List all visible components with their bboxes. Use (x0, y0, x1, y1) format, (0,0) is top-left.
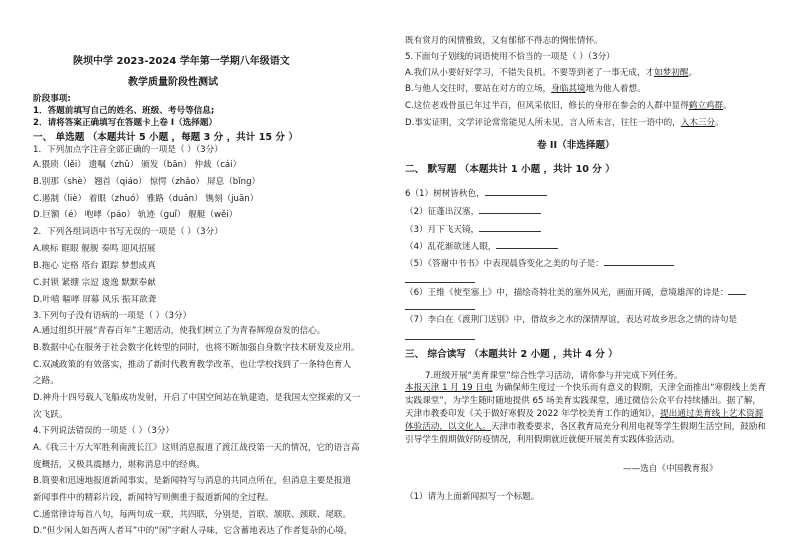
note-1: 1．答题前填写自己的姓名、班级、考号等信息; (33, 106, 215, 116)
question-1: 1．下列加点字注音全部正确的一项是（ ）（3分） (33, 145, 223, 155)
q5-option-d: D.事实证明，文学评论常常能见人所未见，言人所未言，往往一语中的，入木三分。 (405, 118, 724, 128)
q4-option-d-cont: 既有赏月的闲情雅致，又有郁郁不得志的惆怅情怀。 (405, 36, 603, 46)
q4-option-a: A.《我三十万大军胜利南渡长江》这则消息报道了渡江战役第一天的情况，它的语言高 (33, 443, 360, 453)
question-7-1: （1）请为上面新闻拟写一个标题。 (405, 492, 540, 502)
dictation-4-text: （4）乱花渐欲迷人眼， (405, 242, 497, 252)
dictation-5-line2 (405, 274, 475, 286)
dictation-2-text: （2）征蓬出汉塞， (405, 207, 480, 217)
dictation-7-text: （7）李白在《渡荆门送别》中，借故乡之水的深情厚谊，表达对故乡思念之情的诗句是 (405, 315, 738, 325)
q5d-text: D.事实证明，文学评论常常能见人所未见，言人所未言，往往一语中的， (405, 118, 681, 128)
notes-heading: 阶段事项: (33, 94, 71, 104)
dictation-3-text: （3）月下飞天镜， (405, 225, 480, 235)
q5b-underlined: 身临其境 (551, 84, 586, 94)
q1-option-d: D.巨额（é） 咆哮（páo） 轨迹（guǐ） 舰艇（wěi） (33, 210, 238, 220)
section-2-heading: 二、 默写题 （本题共计 1 小题 ，共计 10 分 ） (405, 164, 615, 175)
answer-blank[interactable] (405, 301, 475, 310)
q4-option-c: C.通常律诗每首八句，每两句成一联，共四联，分别是，首联、颔联、颈联、尾联。 (33, 510, 352, 520)
volume-2-heading: 卷 II（非选择题） (537, 140, 615, 151)
q2-option-c: C.封锁 紧绷 宗逗 逡逸 默默奉献 (33, 278, 156, 288)
q2-option-a: A.映标 眶眼 舰舰 奏鸣 迎风招展 (33, 244, 156, 254)
dictation-7 (405, 316, 737, 325)
dictation-5 (405, 257, 674, 269)
note-2: 2．请将答案正确填写在答题卡上卷 I（选择题） (33, 118, 218, 128)
q1-option-b: B.别那（shè） 翘首（qiáo） 惊愕（zhǎo） 屏息（bǐng） (33, 177, 261, 187)
question-7-intro: 7.班级开展“美育课堂”综合性学习活动，请你参与并完成下列任务。 (425, 371, 683, 381)
q5c-underlined: 鹤立鸡群 (688, 101, 724, 111)
q5-option-b (405, 85, 646, 94)
dictation-5-text: （5）《答谢中书书》中表现晨昏变化之美的句子是： (405, 259, 604, 269)
q3-option-d: D.神舟十四号载人飞船成功发射，开启了中国空间站在轨建造，是我国太空探索的又一 (33, 393, 361, 403)
dictation-7-line2 (405, 331, 475, 343)
q4-option-b-cont: 新闻事件中的精彩片段，新闻特写则侧重于报道新闻的全过程。 (33, 493, 274, 503)
dictation-6-line2 (405, 301, 475, 313)
answer-blank[interactable] (604, 257, 674, 266)
q4-option-d: D.“但少闲人如吾两人者耳”中的“闲”字耐人寻味，它含蓄地表达了作者复杂的心境， (33, 526, 353, 536)
dictation-3 (405, 223, 541, 235)
q5c-text: C.这位老戏骨虽已年过半百，但风采依旧，修长的身形在参会的人群中显得 (405, 101, 689, 111)
q3-option-a: A.通过组织开展“青春百年”主题活动，使我们树立了为青春辉煌奋发的信心。 (33, 326, 326, 336)
answer-blank[interactable] (485, 187, 547, 196)
q2-option-b: B.拖心 定格 塔台 跟踪 梦想成真 (33, 261, 156, 271)
q5-option-c: C.这位老戏骨虽已年过半百，但风采依旧，修长的身形在参会的人群中显得鹤立鸡群。 (405, 101, 732, 111)
answer-blank[interactable] (405, 274, 475, 283)
dictation-1-text: 6（1）树树皆秋色， (405, 189, 485, 199)
q5a-underlined: 如梦初醒 (654, 68, 689, 78)
news-body-tail: 天津市教委要求，各区教育局充分利用电视等学生假期生活空间，鼓励和引导学生假期做好防疫情况，利用假期就近就便开展美育实践体验活动。 (405, 422, 766, 445)
answer-blank[interactable] (405, 331, 475, 340)
q5b-text: B.与他人交往时，要站在对方的立场， (405, 84, 552, 94)
section-3-heading: 三、 综合读写 （本题共计 2 小题 ，共计 4 分 ） (405, 349, 618, 360)
exam-title: 陕坝中学 2023-2024 学年第一学期八年级语文 (73, 56, 290, 67)
news-body: 为确保师生度过一个快乐而有意义的假期，天津全面推出“寒假线上美育实践课堂”，为学生随时随地提供 65 场美育实践课堂，通过微信公众平台持续播出。据了解，天津市教委印发《关于做好寒假及 2022 年学校美育工作的通知》， (405, 383, 767, 419)
section-1-heading: 一、 单选题 （本题共计 5 小题 ，每题 3 分 ，共计 15 分 ） (33, 132, 298, 143)
dictation-6-text: （6）王维《使至塞上》中，描绘奇特壮美的塞外风光，画面开阔，意境雄浑的诗是： (405, 288, 729, 298)
q3-option-c: C.双减政策的有效落实，推动了新时代教育教学改革，也让学校找到了一条特色育人 (33, 360, 352, 370)
q1-option-a: A.猥琐（lěi） 遗嘱（zhǔ） 颁发（bān） 仲裁（cái） (33, 160, 242, 170)
dictation-2 (405, 205, 541, 217)
dictation-1 (405, 187, 547, 199)
answer-blank[interactable] (728, 286, 746, 295)
answer-blank[interactable] (479, 223, 541, 232)
q5a-text: A.我们从小要好好学习，不错失良机。不要等到老了一事无成，才 (405, 68, 655, 78)
question-4: 4.下列说法错误的一项是（ ）（3分） (33, 426, 175, 436)
q5d-underlined: 入木三分 (680, 118, 716, 128)
dictation-4 (405, 240, 558, 252)
q3-option-b: B.数据中心在服务于社会数字化转型的同时，也将不断加强自身数字技术研发及应用。 (33, 343, 360, 353)
q4-option-b: B.简要和迅速地报道新闻事实，是新闻特写与消息的共同点所在，但消息主要是报道 (33, 476, 352, 486)
q2-option-d: D.叶嘻 嘔哮 屏幕 风乐 振耳欲聋 (33, 295, 157, 305)
q5-option-a: A.我们从小要好好学习，不错失良机。不要等到老了一事无成，才如梦初醒。 (405, 68, 698, 78)
question-2: 2．下列各组词语中书写无误的一项是（ ）（3分） (33, 227, 223, 237)
q3-option-c-cont: 之路。 (33, 376, 59, 386)
answer-blank[interactable] (479, 205, 541, 214)
question-3: 3.下列句子没有语病的一项是（ ）（3分） (33, 311, 192, 321)
answer-blank[interactable] (496, 240, 558, 249)
dictation-6 (405, 286, 746, 298)
question-5: 5.下面句子划线的词语使用不恰当的一项是（ ）（3分） (405, 52, 615, 62)
q1-option-c: C.遏制（liè） 着眼（zhuó） 雅路（duǎn） 镌刻（juān） (33, 194, 259, 204)
q5b-text-tail: 地为他人着想。 (585, 84, 646, 94)
news-source: ——选自《中国教育报》 (623, 464, 718, 474)
exam-subtitle: 教学质量阶段性测试 (128, 77, 218, 88)
q4-option-a-cont: 度概括，又极具震撼力，堪称消息中的经典。 (33, 460, 205, 470)
news-passage (405, 382, 767, 447)
q3-option-d-cont: 次飞跃。 (33, 410, 68, 420)
news-underlined-sentence: 提出通过美育线上艺术资源体验活动，以文化人。 (405, 409, 764, 432)
news-dateline: 本报天津 1 月 19 日电 (405, 383, 493, 393)
